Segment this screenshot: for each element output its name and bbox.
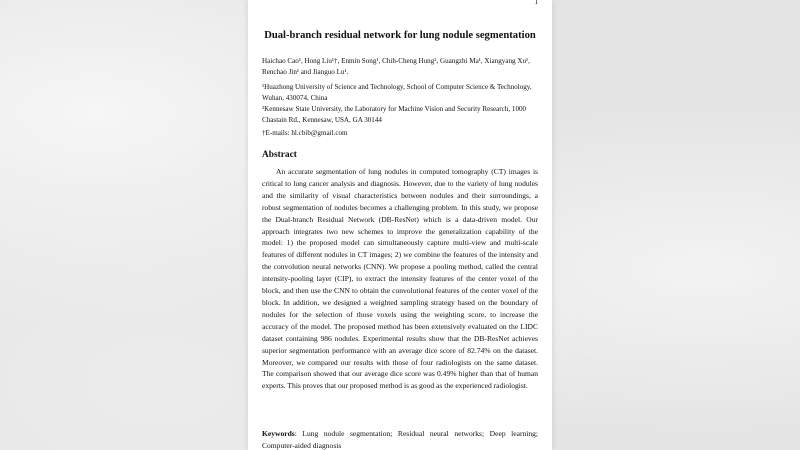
contact-email: †E-mails: hl.cbib@gmail.com xyxy=(262,129,348,137)
affiliations xyxy=(262,82,538,126)
author-list: Haichao Cao¹, Hong Liu¹†, Enmin Song¹, Chih-Cheng Hung², Guangzhi Ma¹, Xiangyang Xu¹, Renchao Jin¹ and Jianguo Lu¹. xyxy=(262,57,530,76)
abstract-body: An accurate segmentation of lung nodules in computed tomography (CT) images is critical to lung cancer analysis and diagnosis. However, due to the variety of lung nodules and the similarity of visual characteristics between nodules and their surroundings, a robust segmentation of nodules becomes a challenging problem. In this study, we propose the Dual-branch Residual Network (DB-ResNet) which is a data-driven model. Our approach integrates two new schemes to improve the generalization capability of the model: 1) the proposed model can simultaneously capture multi-view and multi-scale features of different nodules in CT images; 2) we combine the features of the intensity and the convolution neural networks (CNN). We propose a pooling method, called the central intensity-pooling layer (CIP), to extract the intensity features of the center voxel of the block, and then use the CNN to obtain the convolutional features of the center voxel of the block. In addition, we designed a weighted sampling strategy based on the boundary of nodules for the selection of those voxels using the weighting score, to increase the accuracy of the model. The proposed method has been extensively evaluated on the LIDC dataset containing 986 nodules. Experimental results show that the DB-ResNet achieves superior segmentation performance with an average dice score of 82.74% on the dataset. Moreover, we compared our results with those of four radiologists on the same dataset. The comparison showed that our average dice score was 0.49% higher than that of human experts. This proves that our proposed method is as good as the experienced radiologist. xyxy=(262,167,538,391)
paper-page xyxy=(248,0,552,450)
keywords-line xyxy=(262,428,538,450)
keywords-text: : Lung nodule segmentation; Residual neural networks; Deep learning; Computer-aided diagnosis xyxy=(262,429,538,450)
abstract-heading: Abstract xyxy=(262,150,297,160)
affiliation-1: ¹Huazhong University of Science and Technology, School of Computer Science & Technology, Wuhan, 430074, China xyxy=(262,83,532,102)
keywords-label: Keywords xyxy=(262,429,295,438)
paper-title: Dual-branch residual network for lung nodule segmentation xyxy=(264,30,536,41)
affiliation-2: ²Kennesaw State University, the Laboratory for Machine Vision and Security Research, 1000 Chastain Rd., Kennesaw, USA, GA 30144 xyxy=(262,105,527,124)
page-number: 1 xyxy=(534,0,538,6)
